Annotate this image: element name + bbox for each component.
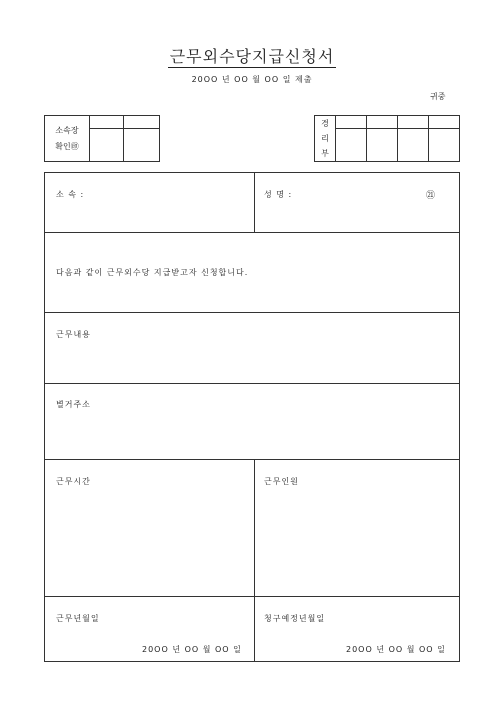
approval-header-cell[interactable] (398, 116, 429, 129)
approval-sign-cell[interactable] (429, 129, 460, 162)
approval-sign-cell[interactable] (90, 129, 124, 162)
supervisor-label-line2: 확인㊞ (55, 141, 79, 151)
work-content-field[interactable]: 근무내용 (56, 330, 91, 339)
approval-sign-cell[interactable] (367, 129, 398, 162)
accounting-label-char: 경 (321, 119, 329, 128)
row-divider (45, 312, 459, 313)
accounting-label-char: 리 (321, 134, 329, 143)
affiliation-field[interactable]: 소 속 : (56, 190, 85, 199)
name-field[interactable]: 성 명 : (264, 190, 293, 199)
approval-header-cell[interactable] (367, 116, 398, 129)
supervisor-label-cell (45, 116, 90, 162)
approval-header-cell[interactable] (336, 116, 367, 129)
seal-mark: ㉑ (426, 191, 436, 201)
row-divider (45, 232, 459, 233)
supervisor-approval-box (44, 115, 160, 162)
work-hours-field[interactable]: 근무시간 (56, 477, 91, 486)
accounting-label-char: 부 (321, 149, 329, 158)
claim-date-field[interactable]: 청구예정년월일 (264, 614, 326, 623)
submission-date: 20OO 년 OO 월 OO 일 제출 (191, 75, 313, 84)
supervisor-label-line1: 소속장 (55, 125, 79, 135)
row-divider (45, 459, 459, 460)
approval-sign-cell[interactable] (398, 129, 429, 162)
approval-header-cell[interactable] (429, 116, 460, 129)
document-title-text: 근무외수당지급신청서 (169, 47, 335, 66)
work-date-field[interactable]: 근무년월일 (56, 614, 100, 623)
recipient: 귀중 (430, 92, 446, 101)
row-divider (45, 383, 459, 384)
approval-header-cell[interactable] (124, 116, 160, 129)
claim-date-value: 20OO 년 OO 월 OO 일 (346, 645, 446, 654)
work-staff-field[interactable]: 근무인원 (264, 477, 299, 486)
document-title (0, 44, 504, 67)
application-form (44, 172, 460, 662)
residence-address-field[interactable]: 별거주소 (56, 400, 91, 409)
application-statement: 다음과 같이 근무외수당 지급받고자 신청합니다. (56, 268, 249, 277)
work-date-value: 20OO 년 OO 월 OO 일 (142, 645, 242, 654)
column-divider (254, 173, 255, 232)
accounting-label-cell (315, 116, 336, 162)
approval-sign-cell[interactable] (124, 129, 160, 162)
accounting-approval-box (314, 115, 460, 162)
approval-header-cell[interactable] (90, 116, 124, 129)
approval-sign-cell[interactable] (336, 129, 367, 162)
column-divider (254, 459, 255, 662)
row-divider (45, 596, 459, 597)
